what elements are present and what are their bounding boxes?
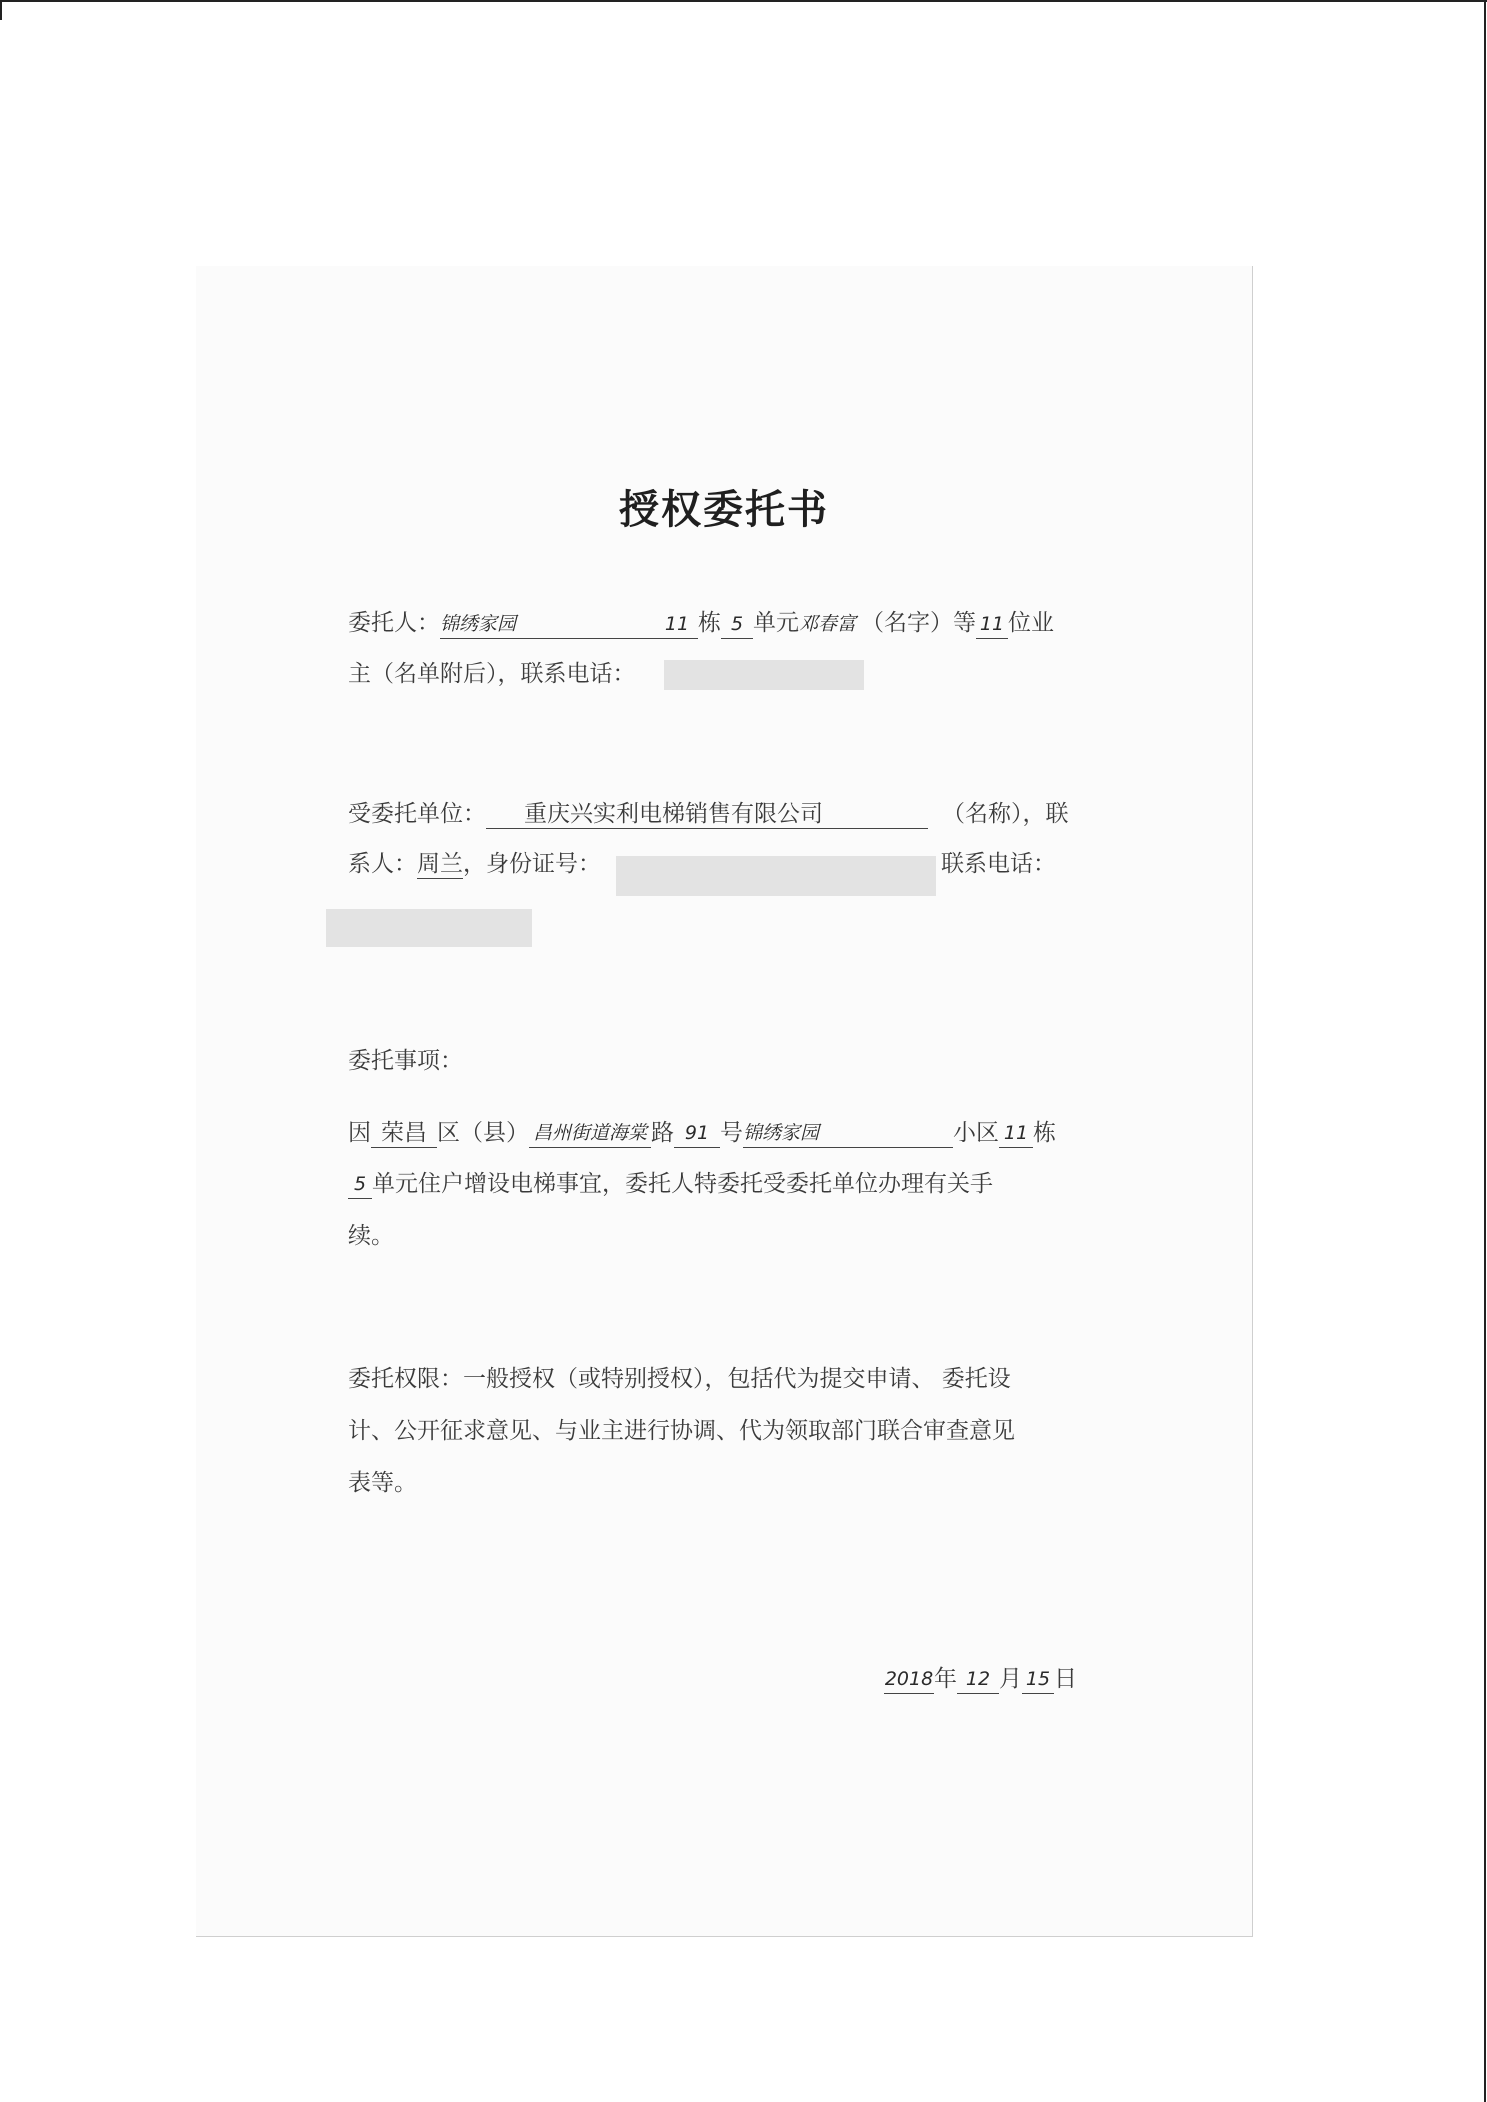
date-month-label: 月: [999, 1666, 1022, 1692]
matter-road-suffix: 路: [651, 1120, 674, 1146]
matter-number-handwritten: 91: [674, 1119, 720, 1148]
authority-line-2-text: 计、公开征求意见、与业主进行协调、代为领取部门联合审查意见: [348, 1418, 1015, 1444]
matter-community-handwritten: 锦绣家园: [743, 1119, 953, 1148]
outer-frame-top: [0, 0, 1487, 2]
principal-count-suffix: 位业: [1008, 610, 1054, 636]
document-sheet: [196, 266, 1253, 1937]
agent-name-note: （名称），联: [942, 801, 1069, 827]
principal-name-note: （名字）等: [861, 610, 976, 636]
agent-contact-label: 系人：: [348, 851, 417, 877]
agent-id-label: ，身份证号：: [463, 851, 601, 877]
matter-district-suffix: 区（县）: [437, 1120, 529, 1146]
matter-line-3: [348, 1221, 394, 1251]
matter-line-3-text: 续。: [348, 1223, 394, 1249]
matter-prefix: 因: [348, 1120, 371, 1146]
matter-number-suffix: 号: [720, 1120, 743, 1146]
matter-community-suffix: 小区: [953, 1120, 999, 1146]
matter-line-2-text: 单元住户增设电梯事宜，委托人特委托受委托单位办理有关手: [372, 1171, 993, 1197]
matter-building-handwritten: 11: [999, 1119, 1033, 1148]
date-year-handwritten: 2018: [884, 1665, 934, 1694]
principal-name-handwritten: 邓春富: [799, 613, 857, 635]
date-year-label: 年: [934, 1666, 957, 1692]
authority-line-1: [348, 1364, 1011, 1394]
agent-phone-label: 联系电话：: [941, 851, 1056, 877]
principal-line-2-text: 主（名单附后），联系电话：: [348, 661, 636, 687]
principal-unit-handwritten: 5: [721, 610, 753, 639]
authority-line-2: [348, 1416, 1015, 1446]
agent-company-name: 重庆兴实利电梯销售有限公司: [486, 800, 928, 829]
authority-line-3-text: 表等。: [348, 1470, 417, 1496]
redacted-agent-id-number: [616, 856, 936, 896]
authority-line-1-text: 委托权限：一般授权（或特别授权），包括代为提交申请、 委托设: [348, 1366, 1011, 1392]
redacted-principal-phone: [664, 660, 864, 690]
matter-road-handwritten: 昌州街道海棠: [529, 1119, 651, 1148]
outer-frame-right: [1484, 0, 1486, 2102]
agent-label: 受委托单位：: [348, 801, 486, 827]
principal-building-suffix: 栋: [698, 610, 721, 636]
date-month-handwritten: 12: [957, 1665, 999, 1694]
matter-line-1: [348, 1118, 1056, 1148]
date-day-label: 日: [1054, 1666, 1077, 1692]
agent-line-1: [348, 799, 1069, 829]
redacted-agent-phone: [326, 909, 532, 947]
principal-count-handwritten: 11: [976, 610, 1008, 639]
principal-community-handwritten: 锦绣家园: [440, 610, 656, 639]
outer-frame-left: [0, 0, 2, 20]
agent-contact-person: 周兰: [417, 851, 463, 877]
date-day-handwritten: 15: [1022, 1665, 1054, 1694]
matter-unit-handwritten: 5: [348, 1170, 372, 1199]
matter-line-2: [348, 1169, 993, 1199]
principal-line-1: [348, 608, 1054, 639]
principal-label: 委托人：: [348, 610, 440, 636]
date-line: [884, 1664, 1077, 1694]
matter-district: 荣昌: [371, 1119, 437, 1148]
principal-building-handwritten: 11: [656, 610, 698, 639]
matter-heading: 委托事项：: [348, 1048, 463, 1074]
document-title: 授权委托书: [619, 487, 829, 533]
authority-line-3: [348, 1468, 417, 1498]
principal-line-2: [348, 659, 636, 689]
matter-building-suffix: 栋: [1033, 1120, 1056, 1146]
principal-unit-suffix: 单元: [753, 610, 799, 636]
matter-heading-line: [348, 1046, 463, 1076]
